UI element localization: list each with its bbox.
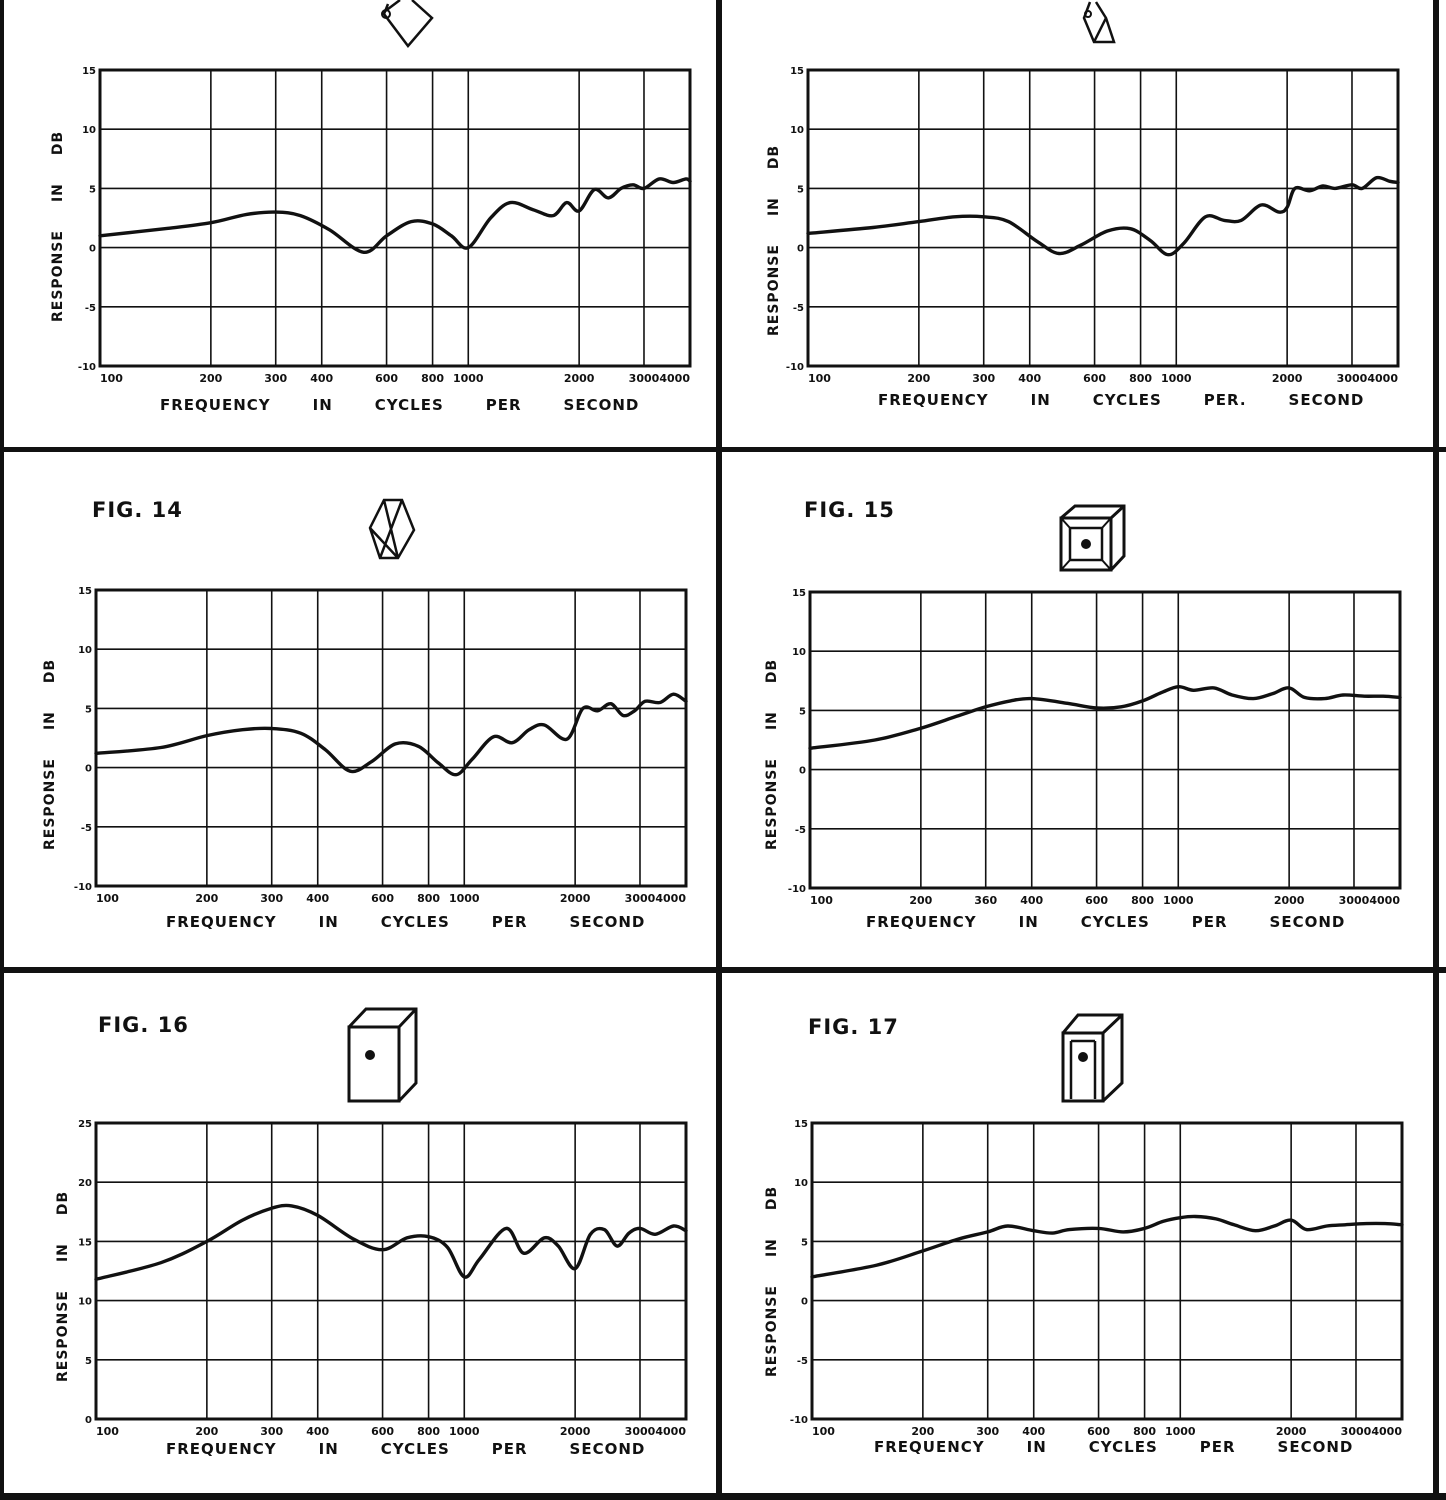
frame-bottom-border: [0, 1493, 1446, 1500]
x-axis-label: FREQUENCY IN CYCLES PER SECOND: [166, 913, 646, 931]
figure-label: FIG. 17: [808, 1015, 899, 1039]
y-tick-label: -5: [796, 1355, 808, 1367]
x-tick-label: 2000: [1271, 372, 1303, 385]
y-tick-label: 15: [792, 588, 806, 599]
chart-plot: [780, 582, 1410, 912]
x-tick-label: 400: [1022, 1425, 1046, 1438]
y-tick-label: -10: [73, 882, 92, 893]
y-tick-label: 10: [794, 1178, 808, 1190]
response-curve: [812, 1216, 1402, 1276]
y-tick-label: -10: [787, 884, 806, 895]
chart-plot: [778, 60, 1408, 390]
y-tick-label: 0: [801, 1296, 808, 1308]
x-tick-label: 100: [808, 372, 831, 385]
y-tick-label: -10: [785, 362, 804, 373]
plot-frame: [96, 590, 686, 886]
frame-right-border: [1433, 0, 1439, 1500]
x-tick-label: 4000: [659, 372, 690, 385]
x-tick-label: 800: [1131, 894, 1155, 907]
x-tick-label: 200: [907, 372, 931, 385]
y-tick-label: 5: [85, 704, 92, 716]
x-axis-label: FREQUENCY IN CYCLES PER SECOND: [160, 396, 640, 414]
x-tick-label: 300: [972, 372, 996, 385]
figure-label: FIG. 14: [92, 498, 183, 522]
y-tick-label: 5: [85, 1355, 92, 1367]
y-tick-label: -10: [77, 362, 96, 373]
x-tick-label: 800: [421, 372, 445, 385]
y-tick-label: 15: [78, 586, 92, 597]
y-tick-label: 10: [792, 647, 806, 659]
x-tick-label: 200: [199, 372, 223, 385]
y-tick-label: 10: [78, 645, 92, 657]
x-tick-label: 200: [195, 1425, 219, 1438]
y-axis-label: RESPONSEINDB: [50, 130, 66, 322]
x-tick-label: 4000: [1371, 1425, 1402, 1438]
x-tick-label: 3000: [1338, 894, 1370, 907]
cabinet-enclosure-icon: [346, 1005, 420, 1105]
y-tick-label: 0: [89, 243, 96, 255]
x-tick-label: 1000: [1164, 1425, 1196, 1438]
y-tick-label: 0: [85, 1415, 92, 1426]
x-tick-label: 200: [909, 894, 933, 907]
x-tick-label: 400: [306, 892, 330, 905]
chart-plot: [66, 1113, 696, 1443]
horn-enclosure-icon: [1080, 0, 1120, 46]
x-tick-label: 100: [96, 1425, 119, 1438]
x-tick-label: 600: [1083, 372, 1107, 385]
y-tick-label: 10: [82, 125, 96, 137]
y-axis-label: RESPONSEINDB: [766, 144, 782, 336]
y-tick-label: -10: [789, 1415, 808, 1426]
horn-enclosure-icon: [364, 496, 420, 562]
x-axis-label: FREQUENCY IN CYCLES PER SECOND: [866, 913, 1346, 931]
x-tick-label: 600: [371, 892, 395, 905]
y-tick-label: 10: [78, 1296, 92, 1308]
x-tick-label: 3000: [1340, 1425, 1372, 1438]
x-axis-label: FREQUENCY IN CYCLES PER. SECOND: [878, 391, 1365, 409]
x-tick-label: 100: [812, 1425, 835, 1438]
y-tick-label: -5: [792, 302, 804, 314]
x-tick-label: 1000: [448, 892, 480, 905]
y-tick-label: 15: [82, 66, 96, 77]
y-axis-label: RESPONSEINDB: [764, 658, 780, 850]
x-tick-label: 200: [911, 1425, 935, 1438]
chart-panel: [0, 452, 716, 967]
x-tick-label: 100: [96, 892, 119, 905]
horn-enclosure-icon: [378, 0, 438, 50]
x-tick-label: 3000: [1336, 372, 1368, 385]
x-tick-label: 3000: [624, 1425, 656, 1438]
x-tick-label: 2000: [1273, 894, 1305, 907]
cabinet-enclosure-icon: [1058, 504, 1128, 574]
chart-plot: [782, 1113, 1412, 1443]
plot-frame: [96, 1123, 686, 1419]
y-tick-label: -5: [794, 824, 806, 836]
y-tick-label: 15: [794, 1119, 808, 1130]
x-tick-label: 800: [417, 892, 441, 905]
x-tick-label: 300: [260, 892, 284, 905]
x-tick-label: 2000: [1275, 1425, 1307, 1438]
x-tick-label: 400: [310, 372, 334, 385]
plot-frame: [100, 70, 690, 366]
plot-frame: [812, 1123, 1402, 1419]
y-tick-label: 5: [799, 706, 806, 718]
x-tick-label: 600: [1085, 894, 1109, 907]
y-tick-label: 5: [797, 184, 804, 196]
x-tick-label: 2000: [563, 372, 595, 385]
x-tick-label: 360: [974, 894, 998, 907]
x-axis-label: FREQUENCY IN CYCLES PER SECOND: [874, 1438, 1354, 1456]
plot-frame: [808, 70, 1398, 366]
y-tick-label: 5: [801, 1237, 808, 1249]
x-tick-label: 4000: [1369, 894, 1400, 907]
x-axis-label: FREQUENCY IN CYCLES PER SECOND: [166, 1440, 646, 1458]
response-curve: [810, 687, 1400, 749]
x-tick-label: 300: [264, 372, 288, 385]
y-tick-label: -5: [84, 302, 96, 314]
x-tick-label: 400: [306, 1425, 330, 1438]
plot-frame: [810, 592, 1400, 888]
y-tick-label: -5: [80, 822, 92, 834]
y-tick-label: 20: [78, 1178, 92, 1190]
response-curve: [96, 694, 686, 775]
y-tick-label: 10: [790, 125, 804, 137]
chart-panel: [722, 973, 1433, 1493]
x-tick-label: 4000: [655, 892, 686, 905]
y-axis-label: RESPONSEINDB: [42, 658, 58, 850]
x-tick-label: 400: [1020, 894, 1044, 907]
x-tick-label: 100: [810, 894, 833, 907]
x-tick-label: 800: [417, 1425, 441, 1438]
y-tick-label: 0: [797, 243, 804, 255]
figure-label: FIG. 15: [804, 498, 895, 522]
chart-panel: [722, 0, 1433, 447]
x-tick-label: 4000: [655, 1425, 686, 1438]
x-tick-label: 800: [1133, 1425, 1157, 1438]
y-tick-label: 5: [89, 184, 96, 196]
x-tick-label: 1000: [1160, 372, 1192, 385]
figure-label: FIG. 16: [98, 1013, 189, 1037]
x-tick-label: 4000: [1367, 372, 1398, 385]
x-tick-label: 1000: [1162, 894, 1194, 907]
x-tick-label: 300: [976, 1425, 1000, 1438]
chart-panel: [0, 0, 716, 447]
x-tick-label: 300: [260, 1425, 284, 1438]
x-tick-label: 400: [1018, 372, 1042, 385]
x-tick-label: 3000: [624, 892, 656, 905]
x-tick-label: 1000: [448, 1425, 480, 1438]
x-tick-label: 100: [100, 372, 123, 385]
response-curve: [96, 1205, 686, 1279]
chart-panel: [0, 973, 716, 1493]
y-axis-label: RESPONSEINDB: [764, 1185, 780, 1377]
y-tick-label: 15: [78, 1237, 92, 1249]
x-tick-label: 1000: [452, 372, 484, 385]
y-tick-label: 0: [799, 765, 806, 777]
y-axis-label: RESPONSEINDB: [55, 1190, 71, 1382]
y-tick-label: 0: [85, 763, 92, 775]
x-tick-label: 600: [371, 1425, 395, 1438]
y-tick-label: 25: [78, 1119, 92, 1130]
x-tick-label: 600: [375, 372, 399, 385]
x-tick-label: 600: [1087, 1425, 1111, 1438]
y-tick-label: 15: [790, 66, 804, 77]
x-tick-label: 800: [1129, 372, 1153, 385]
chart-panel: [722, 452, 1433, 967]
x-tick-label: 200: [195, 892, 219, 905]
chart-plot: [66, 580, 696, 910]
x-tick-label: 3000: [628, 372, 660, 385]
chart-plot: [70, 60, 700, 390]
x-tick-label: 2000: [559, 892, 591, 905]
response-curve: [100, 179, 690, 253]
x-tick-label: 2000: [559, 1425, 591, 1438]
cabinet-enclosure-icon: [1060, 1011, 1126, 1105]
